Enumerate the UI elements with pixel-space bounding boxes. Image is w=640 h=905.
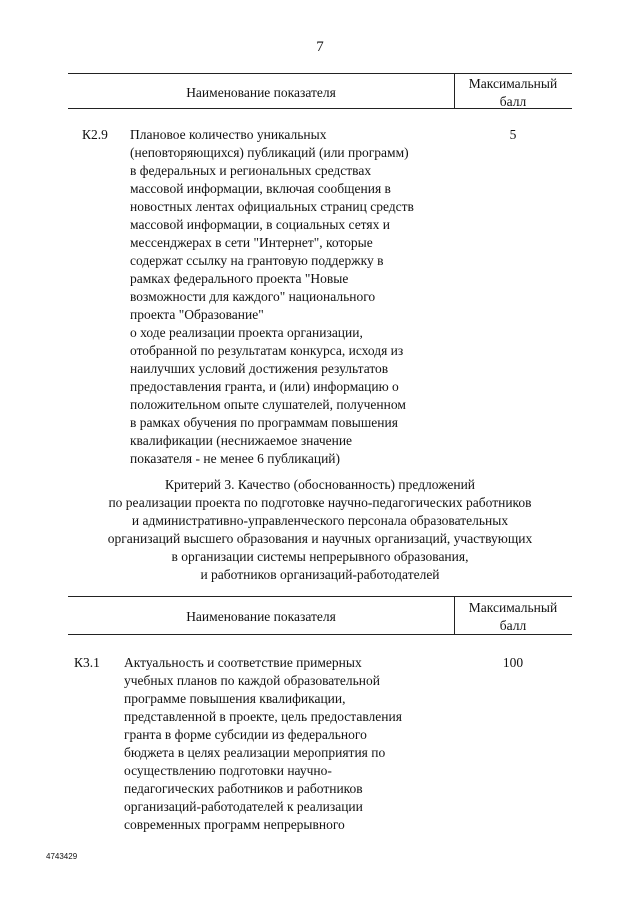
text-line: рамках федерального проекта "Новые [130,271,349,286]
text-line: гранта в форме субсидии из федерального [124,727,367,742]
text-line: в федеральных и региональных средствах [130,163,372,178]
table2-header-score-line1: Максимальный [468,600,558,615]
text-line: программе повышения квалификации, [124,691,346,706]
text-line: содержат ссылку на грантовую поддержку в [130,253,384,268]
text-line: предоставления гранта, и (или) информацию о [130,379,399,394]
table2-row-code: К3.1 [74,655,100,670]
text-line: наилучших условий достижения результатов [130,361,389,376]
text-line: положительном опыте слушателей, полученном [130,397,406,412]
text-line: учебных планов по каждой образовательной [124,673,380,688]
table1-header-score [454,75,572,111]
text-line: в рамках обучения по программам повышения [130,415,398,430]
table1-header-score-line1: Максимальный [468,76,558,91]
table1-header-name: Наименование показателя [186,85,336,100]
text-line: мессенджерах в сети "Интернет", которые [130,235,373,250]
text-line: квалификации (неснижаемое значение [130,433,353,448]
text-line: массовой информации, в социальных сетях и [130,217,390,232]
text-line: современных программ непрерывного [124,817,345,832]
table2-header-score-line2: балл [499,618,527,633]
table2-header-name: Наименование показателя [186,609,336,624]
table2-row-description [124,654,402,834]
table1-top-border [68,73,572,74]
text-line: бюджета в целях реализации мероприятия по [124,745,386,760]
text-line: представленной в проекте, цель предоставления [124,709,402,724]
heading-line: Критерий 3. Качество (обоснованность) предложений [164,477,476,492]
text-line: Плановое количество уникальных [130,127,327,142]
document-code: 4743429 [46,852,78,861]
criterion-heading [40,476,600,584]
table2-row-score: 100 [502,655,524,670]
page-number: 7 [316,39,324,55]
table2-header-score [454,599,572,635]
table1-row-code: К2.9 [82,127,108,142]
table1-row-score: 5 [509,127,517,142]
text-line: (неповторяющихся) публикаций (или программ) [130,145,409,160]
text-line: новостных лентах официальных страниц средств [130,199,414,214]
table1-header-score-line2: балл [499,94,527,109]
text-line: проекта "Образование" [130,307,264,322]
text-line: массовой информации, включая сообщения в [130,181,391,196]
heading-line: и работников организаций-работодателей [200,567,440,582]
heading-line: по реализации проекта по подготовке научно-педагогических работников [108,495,532,510]
text-line: организаций-работодателей к реализации [124,799,363,814]
table2-top-border [68,596,572,597]
heading-line: в организации системы непрерывного образования, [171,549,469,564]
heading-line: и административно-управленческого персонала образовательных [131,513,509,528]
table1-row-description [130,126,414,468]
heading-line: организаций высшего образования и научных организаций, участвующих [107,531,533,546]
text-line: о ходе реализации проекта организации, [130,325,363,340]
text-line: осуществлению подготовки научно- [124,763,332,778]
text-line: педагогических работников и работников [124,781,363,796]
text-line: возможности для каждого" национального [130,289,376,304]
text-line: отобранной по результатам конкурса, исходя из [130,343,404,358]
text-line: показателя - не менее 6 публикаций) [130,451,341,466]
text-line: Актуальность и соответствие примерных [124,655,362,670]
